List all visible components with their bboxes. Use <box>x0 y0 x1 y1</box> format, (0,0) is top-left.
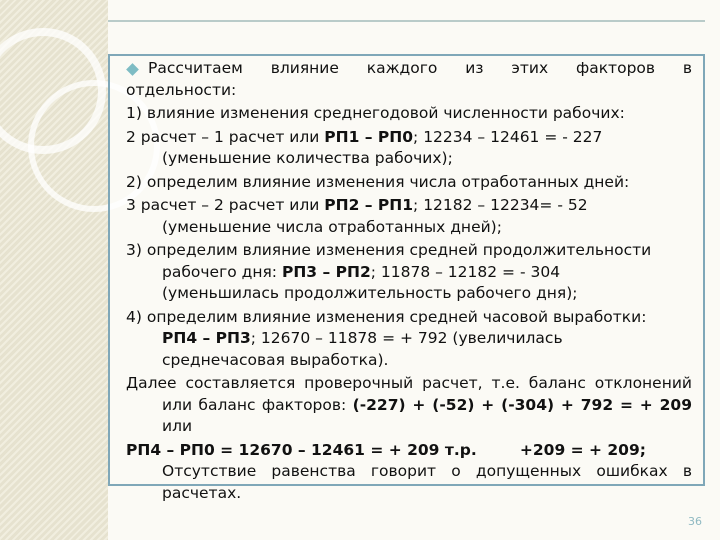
calc3-formula: РП2 – РП1 <box>324 196 414 214</box>
calc2-prefix: 2 расчет – 1 расчет или <box>126 127 320 146</box>
check-tail: или <box>162 417 193 435</box>
final-paragraph <box>126 440 692 505</box>
step1-text: 1) влияние изменения среднегодовой численности рабочих: <box>126 104 625 122</box>
check-paragraph <box>126 373 692 438</box>
bullet-icon <box>126 63 139 76</box>
step3-pre: рабочего дня: <box>162 262 278 281</box>
check-text: Далее составляется проверочный расчет, т.е. баланс отклонений или баланс факторов: <box>126 374 692 414</box>
final-text: Отсутствие равенства говорит о допущенных ошибках в расчетах. <box>162 462 692 502</box>
check-formula: (-227) + (-52) + (-304) + 792 = + 209 <box>352 395 692 414</box>
intro-line1: Рассчитаем влияние каждого из этих факторов в <box>148 59 692 77</box>
step4-formula: РП4 – РП3 <box>162 329 251 347</box>
step3-line: 3) определим влияние изменения средней продолжительности <box>126 241 652 259</box>
step2-text: 2) определим влияние изменения числа отработанных дней: <box>126 172 630 191</box>
step3-note: (уменьшилась продолжительность рабочего дня); <box>162 284 578 302</box>
calc2-result: ; 12234 – 12461 = - 227 <box>413 127 603 146</box>
page-number: 36 <box>688 515 702 528</box>
step4-note: среднечасовая выработка). <box>162 350 389 369</box>
calc3-paragraph <box>126 195 692 238</box>
step3-result: ; 11878 – 12182 = - 304 <box>370 262 561 281</box>
calc3-prefix: 3 расчет – 2 расчет или <box>126 196 320 214</box>
step4-line: 4) определим влияние изменения средней часовой выработки: <box>126 307 647 326</box>
intro-paragraph <box>126 58 692 101</box>
slide-content <box>126 58 692 506</box>
step3-paragraph <box>126 240 692 305</box>
intro-line2: отдельности: <box>126 80 237 99</box>
step4-paragraph <box>126 307 692 372</box>
calc3-note: (уменьшение числа отработанных дней); <box>162 217 502 236</box>
calc2-formula: РП1 – РП0 <box>324 127 414 146</box>
top-rule <box>108 20 705 22</box>
step3-formula: РП3 – РП2 <box>281 262 371 281</box>
final-formula: РП4 – РП0 = 12670 – 12461 = + 209 т.р. +209 = + 209; <box>126 440 646 459</box>
calc2-paragraph <box>126 127 692 170</box>
step4-result: ; 12670 – 11878 = + 792 (увеличилась <box>250 329 563 347</box>
calc2-note: (уменьшение количества рабочих); <box>162 149 453 167</box>
calc3-result: ; 12182 – 12234= - 52 <box>413 196 588 214</box>
